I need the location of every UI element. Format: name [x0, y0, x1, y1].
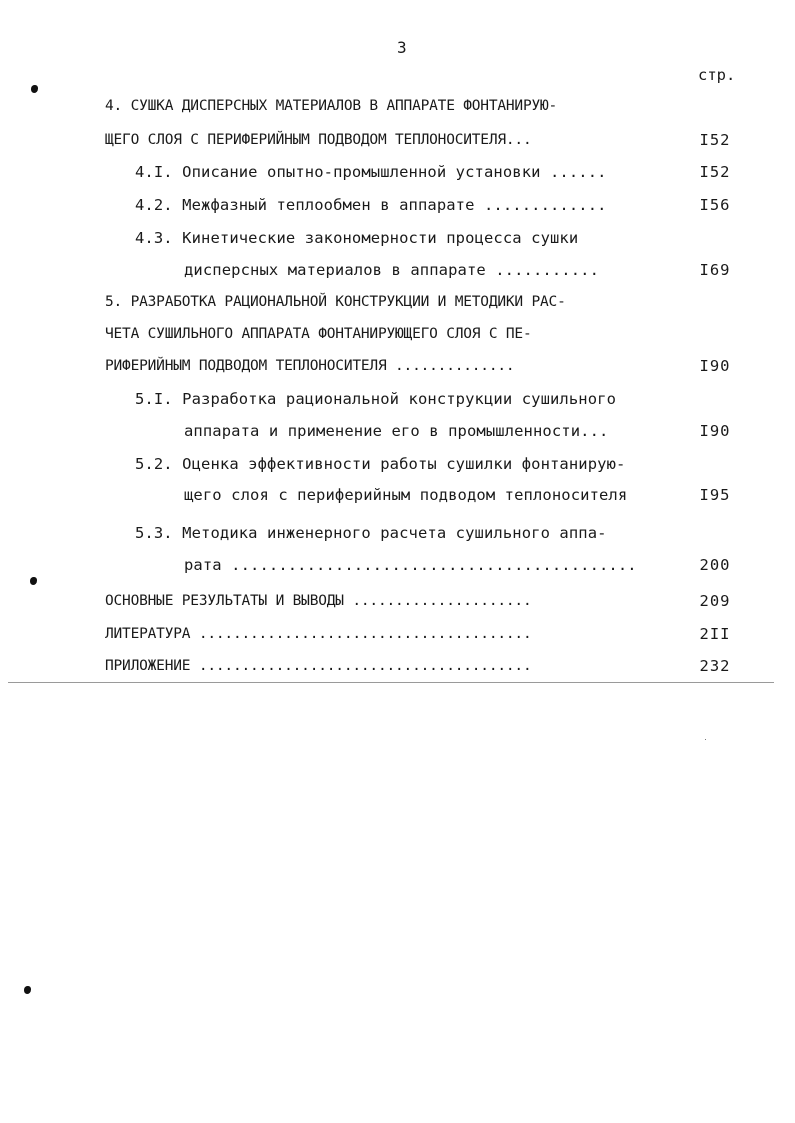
toc-entry-title: 4. СУШКА ДИСПЕРСНЫХ МАТЕРИАЛОВ В АППАРАТЕ ФОНТАНИРУЮ- [105, 98, 558, 114]
toc-entry-page: I56 [699, 196, 731, 214]
scan-mark-bottom [24, 986, 31, 994]
page-number: 3 [397, 38, 407, 57]
toc-entry-title-continued: ЩЕГО СЛОЯ С ПЕРИФЕРИЙНЫМ ПОДВОДОМ ТЕПЛОНОСИТЕЛЯ... [105, 132, 532, 148]
toc-entry-title: ПРИЛОЖЕНИЕ ....................................... [105, 658, 532, 674]
toc-entry-title-continued: рата ........................................... [184, 556, 637, 574]
toc-entry-title: 4.I. Описание опытно-промышленной установки ...... [135, 163, 607, 181]
toc-entry-title: ОСНОВНЫЕ РЕЗУЛЬТАТЫ И ВЫВОДЫ ..................... [105, 593, 532, 609]
toc-entry-title-continued: ЧЕТА СУШИЛЬНОГО АППАРАТА ФОНТАНИРУЮЩЕГО СЛОЯ С ПЕ- [105, 326, 532, 342]
toc-entry-title-continued: дисперсных материалов в аппарате ........... [184, 261, 599, 279]
toc-entry-page: 2II [699, 625, 731, 643]
toc-entry-title-continued: щего слоя с периферийным подводом теплоносителя [184, 486, 628, 504]
scan-speck [705, 739, 706, 740]
toc-entry-page: 209 [699, 592, 731, 610]
toc-entry-title-continued: РИФЕРИЙНЫМ ПОДВОДОМ ТЕПЛОНОСИТЕЛЯ .............. [105, 358, 515, 374]
toc-entry-page: I52 [699, 163, 731, 181]
toc-entry-title: 5.2. Оценка эффективности работы сушилки фонтанирую- [135, 455, 626, 473]
toc-entry-page: I90 [699, 357, 731, 375]
toc-entry-title: 4.2. Межфазный теплообмен в аппарате ............. [135, 196, 607, 214]
divider-line [8, 682, 774, 683]
toc-entry-title: 5.3. Методика инженерного расчета сушильного аппа- [135, 524, 607, 542]
toc-entry-title: 5. РАЗРАБОТКА РАЦИОНАЛЬНОЙ КОНСТРУКЦИИ И МЕТОДИКИ РАС- [105, 294, 566, 310]
toc-entry-page: 232 [699, 657, 731, 675]
toc-entry-page: I52 [699, 131, 731, 149]
toc-entry-title: 4.3. Кинетические закономерности процесса сушки [135, 229, 579, 247]
toc-entry-title: 5.I. Разработка рациональной конструкции сушильного [135, 390, 617, 408]
toc-entry-page: I90 [699, 422, 731, 440]
scan-mark-middle [30, 577, 37, 585]
page-column-header: стр. [698, 66, 736, 84]
toc-entry-page: 200 [699, 556, 731, 574]
scan-mark-top [31, 85, 38, 93]
toc-entry-title-continued: аппарата и применение его в промышленности... [184, 422, 609, 440]
toc-entry-page: I95 [699, 486, 731, 504]
toc-entry-title: ЛИТЕРАТУРА ....................................... [105, 626, 532, 642]
toc-entry-page: I69 [699, 261, 731, 279]
